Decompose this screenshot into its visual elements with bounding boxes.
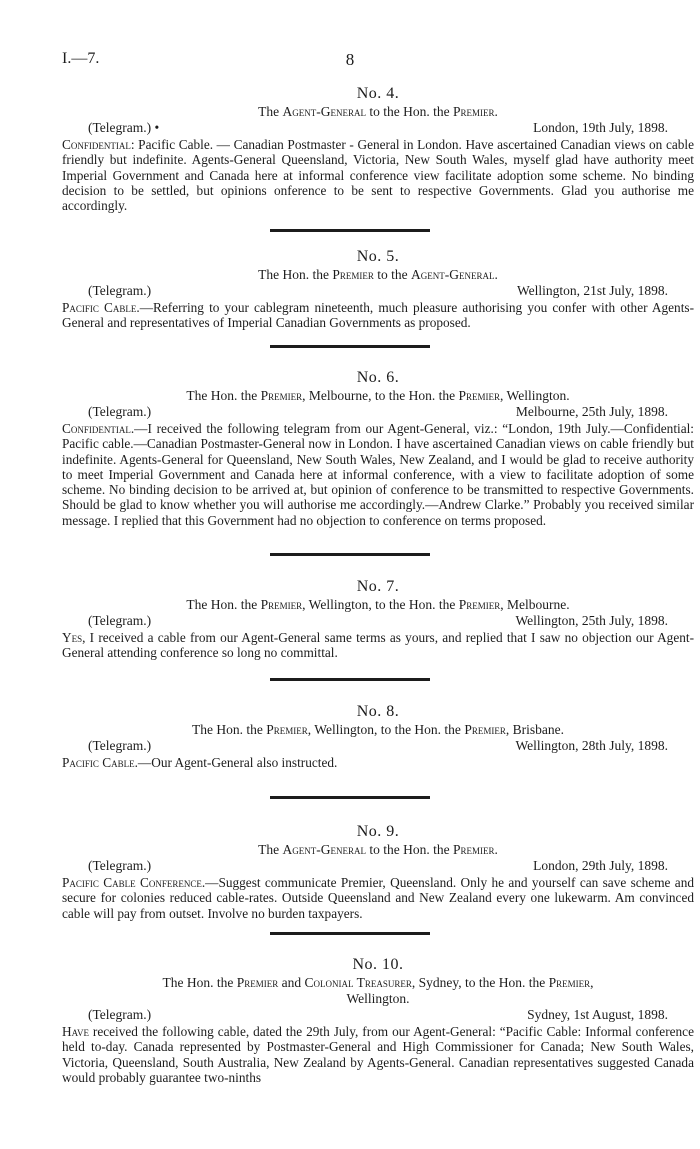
section-number: No. 9.	[356, 823, 400, 840]
route-title: Premier	[548, 975, 591, 990]
telegram-section-6	[62, 368, 694, 528]
route-text: , Brisbane.	[505, 722, 564, 737]
place-date: London, 19th July, 1898.	[533, 120, 668, 135]
body-text: , I received a cable from our Agent-General same terms as yours, and replied that I saw no objection our Agent-General attending conference so long no committal.	[62, 630, 694, 661]
section-number: No. 6.	[356, 369, 400, 386]
route-title: Premier	[458, 388, 501, 403]
route-text: to the Hon. the	[365, 842, 453, 857]
section-divider	[270, 229, 430, 232]
route-title: Agent-General	[282, 842, 366, 857]
page-number: 8	[345, 50, 355, 69]
telegram-meta	[62, 1007, 694, 1024]
route-text: The Hon. the	[258, 267, 333, 282]
telegram-section-9	[62, 822, 694, 921]
route-text: The Hon. the	[186, 597, 261, 612]
body-text: .—Our Agent-General also instructed.	[134, 755, 338, 770]
route-text: , Wellington, to the Hon. the	[302, 597, 459, 612]
section-divider	[270, 345, 430, 348]
body-lead: Have	[62, 1024, 89, 1039]
route-text: and	[278, 975, 305, 990]
body-lead: Confidential	[62, 421, 131, 436]
section-route	[62, 597, 694, 613]
message-body	[62, 137, 694, 213]
route-title: Agent-General	[282, 104, 366, 119]
route-title: Colonial Treasurer	[304, 975, 412, 990]
section-number: No. 4.	[356, 85, 400, 102]
route-title: Premier	[236, 975, 279, 990]
route-title: Premier	[452, 842, 495, 857]
route-text: .	[494, 267, 498, 282]
body-lead: Yes	[62, 630, 83, 645]
section-route-continued: Wellington.	[346, 991, 410, 1006]
section-route	[62, 842, 694, 858]
section-route	[62, 722, 694, 738]
route-text: .	[494, 104, 498, 119]
telegram-meta	[62, 404, 694, 421]
route-text: The	[258, 842, 283, 857]
telegram-label: (Telegram.)	[88, 613, 152, 628]
section-route	[62, 388, 694, 404]
message-body	[62, 755, 694, 770]
route-title: Premier	[452, 104, 495, 119]
section-number: No. 5.	[356, 248, 400, 265]
route-text: , Melbourne, to the Hon. the	[302, 388, 459, 403]
section-divider	[270, 553, 430, 556]
message-body	[62, 630, 694, 661]
route-text: , Melbourne.	[500, 597, 570, 612]
telegram-section-7	[62, 577, 694, 661]
route-text: The Hon. the	[192, 722, 267, 737]
place-date: Sydney, 1st August, 1898.	[527, 1007, 668, 1022]
route-text: to the Hon. the	[365, 104, 453, 119]
route-title: Premier	[260, 597, 303, 612]
telegram-label: (Telegram.)	[88, 283, 152, 298]
telegram-label: (Telegram.)	[88, 738, 152, 753]
section-divider	[270, 678, 430, 681]
route-text: .	[494, 842, 498, 857]
section-number: No. 10.	[352, 956, 404, 973]
place-date: Melbourne, 25th July, 1898.	[515, 404, 668, 419]
body-lead: Pacific Cable Conference	[62, 875, 202, 890]
telegram-meta	[62, 858, 694, 875]
place-date: Wellington, 25th July, 1898.	[515, 613, 668, 628]
body-text: .—Referring to your cablegram nineteenth, much pleasure authorising you confer with other Agents-General and representatives of Imperial Canadian Governments as proposed.	[62, 300, 694, 331]
section-route	[62, 975, 694, 991]
telegram-section-8	[62, 702, 694, 770]
message-body	[62, 875, 694, 921]
section-number: No. 8.	[356, 703, 400, 720]
section-divider	[270, 796, 430, 799]
route-text: , Wellington.	[500, 388, 570, 403]
body-text: .—I received the following telegram from our Agent-General, viz.: “London, 19th July.—Confidential: Pacific cable.—Canadian Postmaster-General now in London. I have ascertained Canadian views on cable friendly but indefinite. Agents-General for Queensland, New South Wales, New Zealand, and I would be glad to receive authority to meet Imperial Government and Canada here at informal conference, with a view to facilitate adoption of some scheme. No binding decision to be arrived at, but opinion of conference to be transmitted to respective Governments. Should be glad to know whether you will authorise me accordingly.—Andrew Clarke.” Probably you received similar message. I replied that this Government had no objection to conference on terms proposed.	[62, 421, 694, 528]
body-lead: Confidential	[62, 137, 131, 152]
section-route	[62, 104, 694, 120]
body-lead: Pacific Cable	[62, 755, 135, 770]
message-body	[62, 421, 694, 528]
route-text: The	[258, 104, 283, 119]
body-lead: Pacific Cable	[62, 300, 137, 315]
telegram-section-5	[62, 247, 694, 331]
document-reference: I.—7.	[62, 50, 100, 67]
place-date: Wellington, 28th July, 1898.	[515, 738, 668, 753]
section-route	[62, 267, 694, 283]
route-text: The Hon. the	[162, 975, 237, 990]
message-body	[62, 300, 694, 331]
section-number: No. 7.	[356, 578, 400, 595]
route-text: , Sydney, to the Hon. the	[411, 975, 549, 990]
route-text: to the	[373, 267, 411, 282]
route-title: Premier	[260, 388, 303, 403]
body-text: received the following cable, dated the 29th July, from our Agent-General: “Pacific Cable: Informal conference held to-day. Canada represented by Postmaster-General and High Commissioner for Canada; New South Wales, Victoria, Queensland, South Australia, New Zealand by Agents-General. Canadian representatives suggested Canada would probably guarantee two-ninths	[62, 1024, 694, 1085]
message-body	[62, 1024, 694, 1085]
route-title: Premier	[332, 267, 374, 282]
telegram-section-10	[62, 955, 694, 1085]
telegram-meta	[62, 283, 694, 300]
section-divider	[270, 932, 430, 935]
route-text: ,	[590, 975, 594, 990]
route-text: , Wellington, to the Hon. the	[307, 722, 465, 737]
route-title: Premier	[266, 722, 308, 737]
place-date: London, 29th July, 1898.	[533, 858, 668, 873]
telegram-label: (Telegram.)	[88, 404, 152, 419]
telegram-meta	[62, 738, 694, 755]
place-date: Wellington, 21st July, 1898.	[516, 283, 668, 298]
telegram-meta	[62, 613, 694, 630]
body-text: : Pacific Cable. — Canadian Postmaster - General in London. Have ascertained Canadian views on cable friendly but indefinite. Agents-General Queensland, Victoria, New South Wales, myself glad have authority meet Imperial Government and Canada here at informal conference view facilitate adoption some scheme. No binding decision to be settled, but opinions onference to be sent to respective Governments. Glad you authorise me accordingly.	[62, 137, 694, 214]
route-title: Premier	[458, 597, 501, 612]
route-title: Agent-General	[411, 267, 495, 282]
telegram-section-4	[62, 84, 694, 213]
telegram-label: (Telegram.) •	[88, 120, 160, 135]
telegram-meta	[62, 120, 694, 137]
telegram-label: (Telegram.)	[88, 858, 152, 873]
route-text: The Hon. the	[186, 388, 261, 403]
body-text: .—Suggest communicate Premier, Queensland. Only he and yourself can save scheme and secure for colonies reduced cable-rates. Outside Queensland and New Zealand every one lukewarm. Am convinced cable will pay from outset. Involve no burden taxpayers.	[62, 875, 694, 921]
telegram-label: (Telegram.)	[88, 1007, 152, 1022]
route-title: Premier	[464, 722, 506, 737]
